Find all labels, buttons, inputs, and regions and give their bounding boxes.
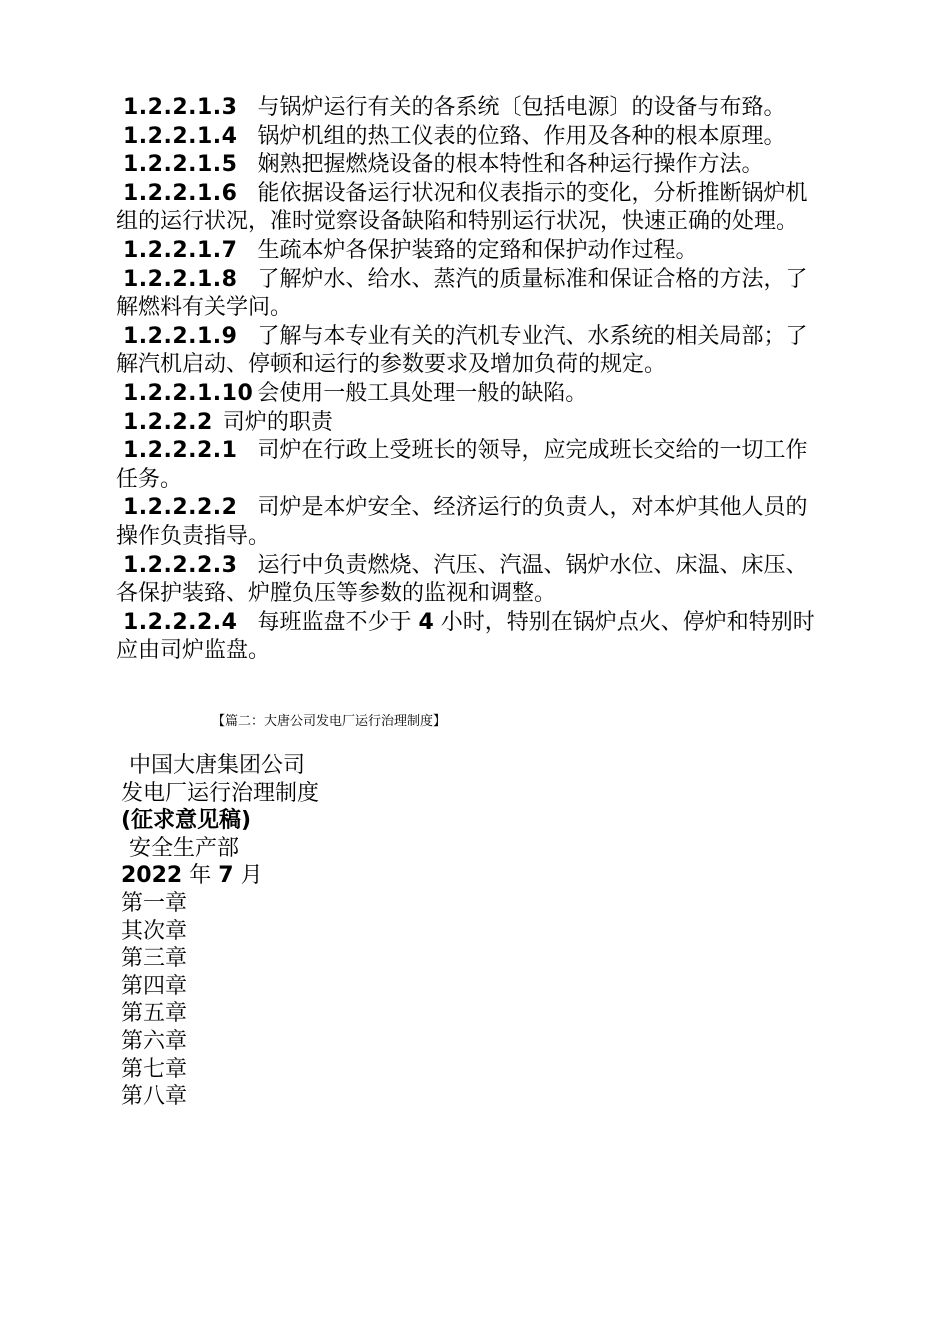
clause-text: 与锅炉运行有关的各系统〔包括电源〕的设备与布臵。 bbox=[257, 95, 786, 120]
clause-number: 1.2.2.1.5 bbox=[123, 152, 238, 178]
duty-list bbox=[116, 94, 832, 666]
chapter-item: 第六章 bbox=[121, 1028, 188, 1054]
date-line bbox=[121, 862, 319, 890]
list-item bbox=[116, 437, 832, 494]
list-item bbox=[116, 94, 832, 123]
clause-number: 1.2.2.2.1 bbox=[123, 438, 238, 464]
section-divider: 【篇二：大唐公司发电厂运行治理制度】 bbox=[212, 714, 447, 729]
chapter-item: 第八章 bbox=[121, 1084, 188, 1110]
clause-number: 1.2.2.1.9 bbox=[123, 323, 238, 349]
company-name: 中国大唐集团公司 bbox=[129, 753, 306, 778]
clause-number: 1.2.2.1.6 bbox=[123, 180, 238, 206]
section-heading bbox=[116, 409, 832, 438]
clause-text: 小时，特别在锅炉点火、停炉和特别时应由司炉监盘。 bbox=[116, 609, 815, 664]
list-item bbox=[116, 494, 832, 551]
clause-text: 司炉是本炉安全、经济运行的负责人，对本炉其他人员的 操作负责指导。 bbox=[116, 495, 808, 549]
chapter-item: 第七章 bbox=[121, 1056, 188, 1082]
clause-text: 每班监盘不少于 bbox=[257, 609, 419, 635]
department: 安全生产部 bbox=[129, 835, 240, 861]
list-item bbox=[116, 380, 832, 409]
year-char: 年 bbox=[189, 863, 212, 889]
clause-number: 1.2.2.1.4 bbox=[123, 123, 238, 149]
clause-text: 了解与本专业有关的汽机专业汽、水系统的相关局部；了 解汽机启动、停顿和运行的参数要求及增加负荷的规定。 bbox=[116, 323, 808, 378]
clause-number: 1.2.2.1.3 bbox=[123, 95, 238, 120]
clause-text: 了解炉水、给水、蒸汽的质量标准和保证合格的方法，了 解燃料有关学问。 bbox=[116, 266, 808, 321]
document-title: 发电厂运行治理制度 bbox=[121, 780, 320, 806]
clause-text: 生疏本炉各保护装臵的定臵和保护动作过程。 bbox=[257, 237, 698, 263]
month: 7 bbox=[218, 863, 234, 889]
cover-block bbox=[121, 752, 319, 1111]
clause-number: 1.2.2.2.2 bbox=[123, 495, 238, 521]
month-char: 月 bbox=[240, 863, 263, 889]
clause-number: 1.2.2.1.10 bbox=[123, 380, 254, 406]
list-item bbox=[116, 237, 832, 266]
clause-text: 运行中负责燃烧、汽压、汽温、锅炉水位、床温、床压、 各保护装臵、炉膛负压等参数的监视和调整。 bbox=[116, 552, 808, 607]
list-item bbox=[116, 180, 832, 237]
list-item bbox=[116, 123, 832, 152]
clause-number: 1.2.2.2.4 bbox=[123, 609, 238, 635]
chapter-item: 第四章 bbox=[121, 973, 188, 999]
chapter-item: 第三章 bbox=[121, 946, 188, 972]
chapter-item: 其次章 bbox=[121, 918, 188, 944]
list-item bbox=[116, 151, 832, 180]
draft-note: (征求意见稿) bbox=[121, 808, 252, 834]
clause-text: 娴熟把握燃烧设备的根本特性和各种运行操作方法。 bbox=[257, 152, 764, 178]
clause-text: 司炉在行政上受班长的领导，应完成班长交给的一切工作 任务。 bbox=[116, 438, 808, 492]
clause-text: 会使用一般工具处理一般的缺陷。 bbox=[257, 380, 588, 406]
chapter-item: 第一章 bbox=[121, 890, 188, 916]
clause-number: 1.2.2.2.3 bbox=[123, 552, 238, 578]
clause-number: 1.2.2.1.7 bbox=[123, 237, 238, 263]
clause-text: 锅炉机组的热工仪表的位臵、作用及各种的根本原理。 bbox=[257, 123, 786, 149]
chapter-item: 第五章 bbox=[121, 1001, 188, 1027]
clause-number: 1.2.2.1.8 bbox=[123, 266, 238, 292]
clause-text: 司炉的职责 bbox=[222, 409, 333, 435]
list-item bbox=[116, 323, 832, 380]
year: 2022 bbox=[121, 863, 183, 889]
hours-value: 4 bbox=[418, 609, 434, 635]
list-item bbox=[116, 552, 832, 609]
list-item bbox=[116, 609, 832, 666]
clause-text: 能依据设备运行状况和仪表指示的变化，分析推断锅炉机 组的运行状况，准时觉察设备缺陷和特别运行状况，快速正确的处理。 bbox=[116, 180, 808, 235]
list-item bbox=[116, 266, 832, 323]
clause-number: 1.2.2.2 bbox=[123, 409, 213, 435]
